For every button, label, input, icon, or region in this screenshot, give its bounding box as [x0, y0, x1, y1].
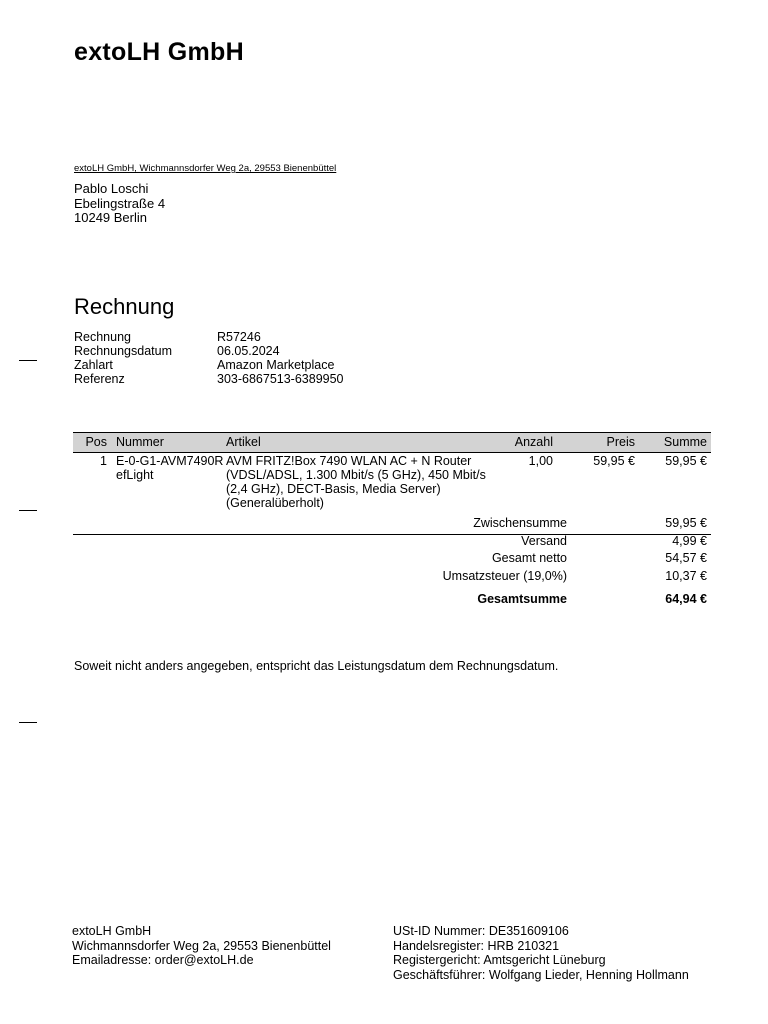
col-header-price: Preis [606, 435, 635, 449]
col-header-number: Nummer [116, 435, 164, 449]
totals-value: 54,57 € [665, 551, 707, 565]
cell-pos: 1 [100, 454, 107, 468]
totals-label: Versand [521, 533, 567, 548]
footer-line: Handelsregister: HRB 210321 [393, 938, 560, 953]
footer-line: Geschäftsführer: Wolfgang Lieder, Henning Hollmann [393, 967, 689, 982]
meta-value: Amazon Marketplace [217, 358, 335, 372]
footer-line: Wichmannsdorfer Weg 2a, 29553 Bienenbüttel [72, 938, 331, 953]
totals-row [300, 569, 711, 587]
document-title: Rechnung [74, 294, 175, 319]
fold-mark [19, 360, 37, 361]
meta-label: Referenz [74, 372, 125, 386]
meta-value: 303-6867513-6389950 [217, 372, 344, 386]
totals-label: Zwischensumme [473, 516, 567, 530]
invoice-meta [74, 330, 344, 386]
totals-row [300, 534, 711, 552]
meta-value: R57246 [217, 330, 261, 344]
cell-price: 59,95 € [593, 454, 635, 468]
totals-row [300, 551, 711, 569]
col-header-qty: Anzahl [514, 435, 553, 449]
totals-block [300, 516, 711, 610]
cell-qty: 1,00 [528, 454, 553, 468]
meta-label: Rechnung [74, 330, 131, 344]
col-header-pos: Pos [85, 435, 107, 449]
footer-company-info [72, 924, 331, 968]
recipient-city: 10249 Berlin [74, 210, 147, 225]
col-header-article: Artikel [226, 435, 261, 449]
totals-value: 4,99 € [672, 533, 707, 548]
meta-row [74, 330, 344, 344]
meta-row [74, 358, 344, 372]
footer-legal-info [393, 924, 689, 982]
meta-row [74, 344, 344, 358]
sender-address-line: extoLH GmbH, Wichmannsdorfer Weg 2a, 29553 Bienenbüttel [74, 163, 337, 174]
grand-total-row [300, 592, 711, 610]
cell-number: E-0-G1-AVM7490RefLight [116, 454, 224, 482]
footer-line: USt-ID Nummer: DE351609106 [393, 924, 569, 938]
fold-mark [19, 722, 37, 723]
footer-line: extoLH GmbH [72, 924, 152, 938]
grand-total-label: Gesamtsumme [477, 592, 567, 606]
meta-value: 06.05.2024 [217, 344, 280, 358]
fold-mark [19, 510, 37, 511]
service-date-note: Soweit nicht anders angegeben, entspricht das Leistungsdatum dem Rechnungsdatum. [74, 659, 559, 673]
recipient-street: Ebelingstraße 4 [74, 195, 166, 211]
totals-value: 10,37 € [665, 568, 707, 583]
table-header [73, 432, 711, 453]
footer-line: Emailadresse: order@extoLH.de [72, 953, 254, 967]
col-header-sum: Summe [663, 435, 707, 449]
grand-total-value: 64,94 € [665, 592, 707, 606]
company-logo: extoLH GmbH [74, 38, 244, 66]
recipient-address [74, 182, 165, 226]
totals-label: Umsatzsteuer (19,0%) [442, 568, 567, 583]
cell-sum: 59,95 € [665, 454, 707, 468]
totals-value: 59,95 € [665, 516, 707, 530]
recipient-name: Pablo Loschi [74, 181, 149, 196]
meta-label: Rechnungsdatum [74, 344, 172, 358]
footer-line: Registergericht: Amtsgericht Lüneburg [393, 953, 606, 967]
cell-article: AVM FRITZ!Box 7490 WLAN AC + N Router (VDSL/ADSL, 1.300 Mbit/s (5 GHz), 450 Mbit/s (2,4 GHz), DECT-Basis, Media Server) (Generalüberholt) [226, 454, 486, 510]
totals-label: Gesamt netto [491, 551, 567, 565]
meta-label: Zahlart [74, 358, 113, 372]
totals-row [300, 516, 711, 534]
meta-row [74, 372, 344, 386]
